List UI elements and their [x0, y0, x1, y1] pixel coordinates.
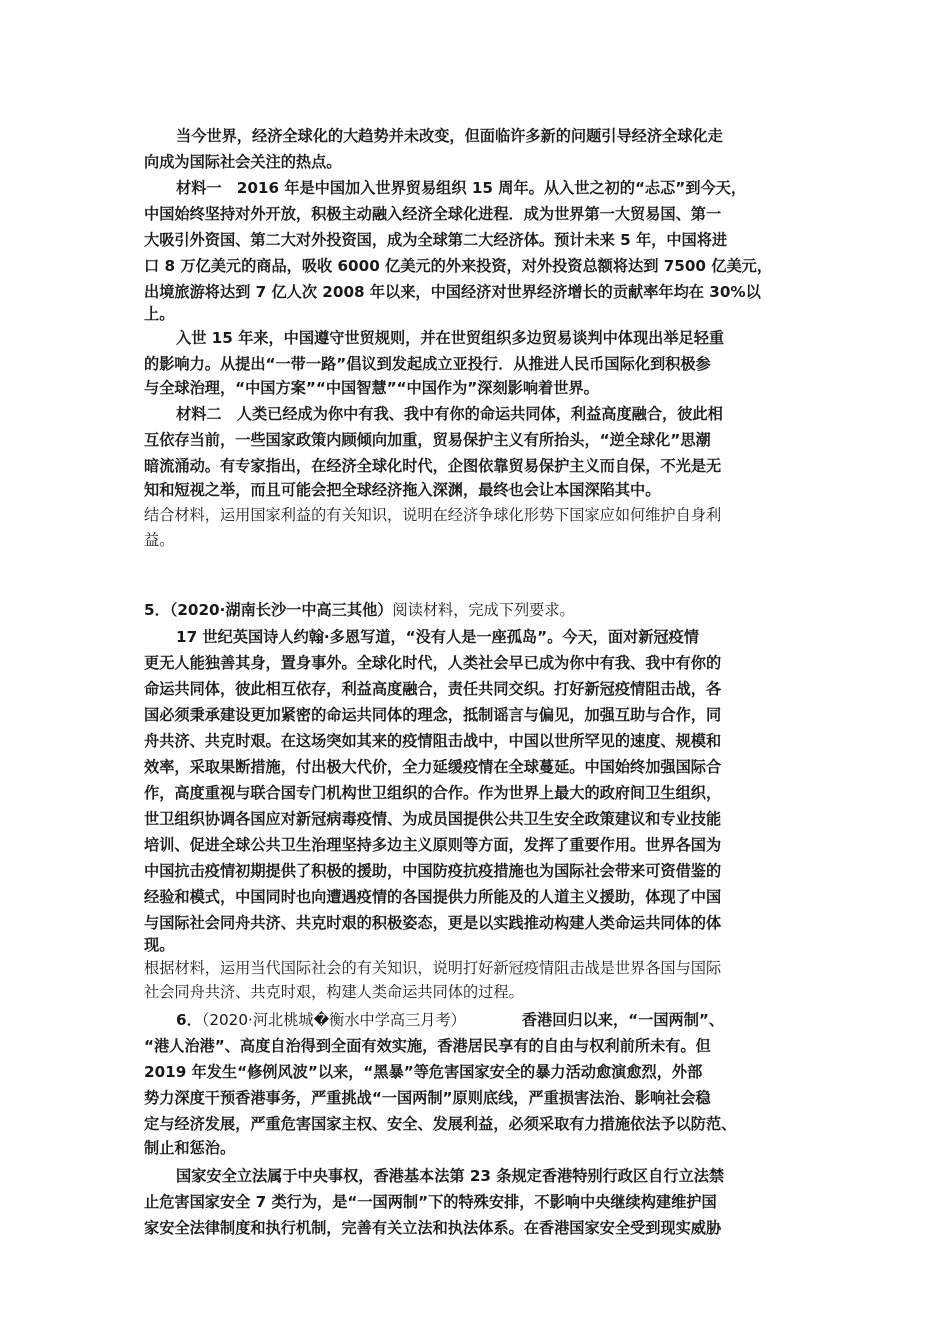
paragraph-line: 国必须秉承建设更加紧密的命运共同体的理念，抵制谣言与偏见，加强互助与合作，同 [144, 706, 722, 724]
paragraph-line: 效率，采取果断措施，付出极大代价，全力延缓疫情在全球蔓延。中国始终加强国际合 [144, 758, 722, 776]
paragraph-line: 互依存当前，一些国家政策内顾倾向加重，贸易保护主义有所抬头，“逆全球化”思潮 [144, 431, 711, 449]
question-number: 6． [176, 1011, 202, 1029]
paragraph-line: 大吸引外资国、第二大对外投资国，成为全球第二大经济体。预计未来 5 年，中国将进 [144, 231, 728, 249]
paragraph-line: 与国际社会同舟共济、共克时艰的积极姿态，更是以实践推动构建人类命运共同体的体 [144, 914, 722, 932]
paragraph-line: 向成为国际社会关注的热点。 [144, 153, 342, 171]
paragraph-line: 出境旅游将达到 7 亿人次 2008 年以来，中国经济对世界经济增长的贡献率年均在 30%以 [144, 283, 761, 301]
question-prompt-line: 益。 [144, 531, 175, 549]
paragraph-line: 知和短视之举，而且可能会把全球经济拖入深渊，最终也会让本国深陷其中。 [144, 481, 661, 499]
paragraph-line: 中国始终坚持对外开放，积极主动融入经济全球化进程．成为世界第一大贸易国、第一 [144, 205, 722, 223]
paragraph-line: 中国抗击疫情初期提供了积极的援助，中国防疫抗疫措施也为国际社会带来可资借鉴的 [144, 862, 722, 880]
paragraph-line: 舟共济、共克时艰。在这场突如其来的疫情阻击战中，中国以世所罕见的速度、规模和 [144, 732, 722, 750]
paragraph-line: 暗流涌动。有专家指出，在经济全球化时代，企图依靠贸易保护主义而自保，不光是无 [144, 457, 722, 475]
paragraph-line: 与全球治理，“中国方案”“中国智慧”“中国作为”深刻影响着世界。 [144, 379, 599, 397]
question-prompt: 阅读材料，完成下列要求。 [392, 601, 575, 619]
paragraph-line: 当今世界，经济全球化的大趋势并未改变，但面临许多新的问题引导经济全球化走 [176, 127, 723, 145]
paragraph-line: “港人治港”、高度自治得到全面有效实施，香港居民享有的自由与权利前所未有。但 [144, 1037, 711, 1055]
paragraph-line: 定与经济发展，严重危害国家主权、安全、发展利益，必须采取有力措施依法予以防范、 [144, 1115, 737, 1133]
paragraph-line: 上。 [144, 305, 175, 323]
paragraph-line: 国家安全立法属于中央事权，香港基本法第 23 条规定香港特别行政区自行立法禁 [176, 1167, 725, 1185]
paragraph-line: 世卫组织协调各国应对新冠病毒疫情、为成员国提供公共卫生安全政策建议和专业技能 [144, 810, 722, 828]
paragraph-lead: 香港回归以来，“一国两制”、 [521, 1011, 725, 1029]
paragraph-line: 17 世纪英国诗人约翰·多恩写道，“没有人是一座孤岛”。今天，面对新冠疫情 [176, 628, 699, 646]
paragraph-line: 入世 15 年来，中国遵守世贸规则，并在世贸组织多边贸易谈判中体现出举足轻重 [176, 329, 725, 347]
paragraph-line: 势力深度干预香港事务，严重挑战“一国两制”原则底线，严重损害法治、影响社会稳 [144, 1089, 711, 1107]
paragraph-line: 止危害国家安全 7 类行为，是“一国两制”下的特殊安排，不影响中央继续构建维护国 [144, 1193, 717, 1211]
paragraph-line: 培训、促进全球公共卫生治理坚持多边主义原则等方面，发挥了重要作用。世界各国为 [144, 836, 722, 854]
question-header [144, 600, 814, 620]
paragraph-line: 作，高度重视与联合国专门机构世卫组织的合作。作为世界上最大的政府间卫生组织， [144, 784, 722, 802]
question-source: （2020·湖南长沙一中高三其他） [169, 601, 393, 619]
paragraph-line: 命运共同体，彼此相互依存，利益高度融合，责任共同交织。打好新冠疫情阻击战，各 [144, 680, 722, 698]
paragraph-line: 材料二 人类已经成为你中有我、我中有你的命运共同体，利益高度融合，彼此相 [176, 405, 723, 423]
question-prompt-line: 社会同舟共济、共克时艰，构建人类命运共同体的过程。 [144, 983, 524, 1001]
paragraph-line: 更无人能独善其身，置身事外。全球化时代，人类社会早已成为你中有我、我中有你的 [144, 654, 722, 672]
paragraph-line: 口 8 万亿美元的商品，吸收 6000 亿美元的外来投资，对外投资总额将达到 7500 亿美元， [144, 257, 773, 275]
paragraph-line: 经验和模式，中国同时也向遭遇疫情的各国提供力所能及的人道主义援助，体现了中国 [144, 888, 722, 906]
paragraph-line: 的影响力。从提出“一带一路”倡议到发起成立亚投行．从推进人民币国际化到积极参 [144, 355, 711, 373]
question-prompt-line: 根据材料，运用当代国际社会的有关知识，说明打好新冠疫情阻击战是世界各国与国际 [144, 959, 722, 977]
paragraph-line: 家安全法律制度和执行机制，完善有关立法和执法体系。在香港国家安全受到现实威胁 [144, 1219, 722, 1237]
question-prompt-line: 结合材料，运用国家利益的有关知识，说明在经济争球化形势下国家应如何维护自身利 [144, 506, 722, 524]
paragraph-line: 现。 [144, 936, 175, 954]
paragraph-line: 制止和惩治。 [144, 1139, 236, 1157]
question-header [176, 1010, 814, 1030]
question-number: 5． [144, 601, 170, 619]
paragraph-line: 2019 年发生“修例风波”以来，“黑暴”等危害国家安全的暴力活动愈演愈烈，外部 [144, 1063, 703, 1081]
question-source: （2020·河北桃城�衡水中学高三月考） [201, 1011, 466, 1029]
paragraph-line: 材料一 2016 年是中国加入世界贸易组织 15 周年。从入世之初的“忐忑”到今天， [176, 179, 747, 197]
